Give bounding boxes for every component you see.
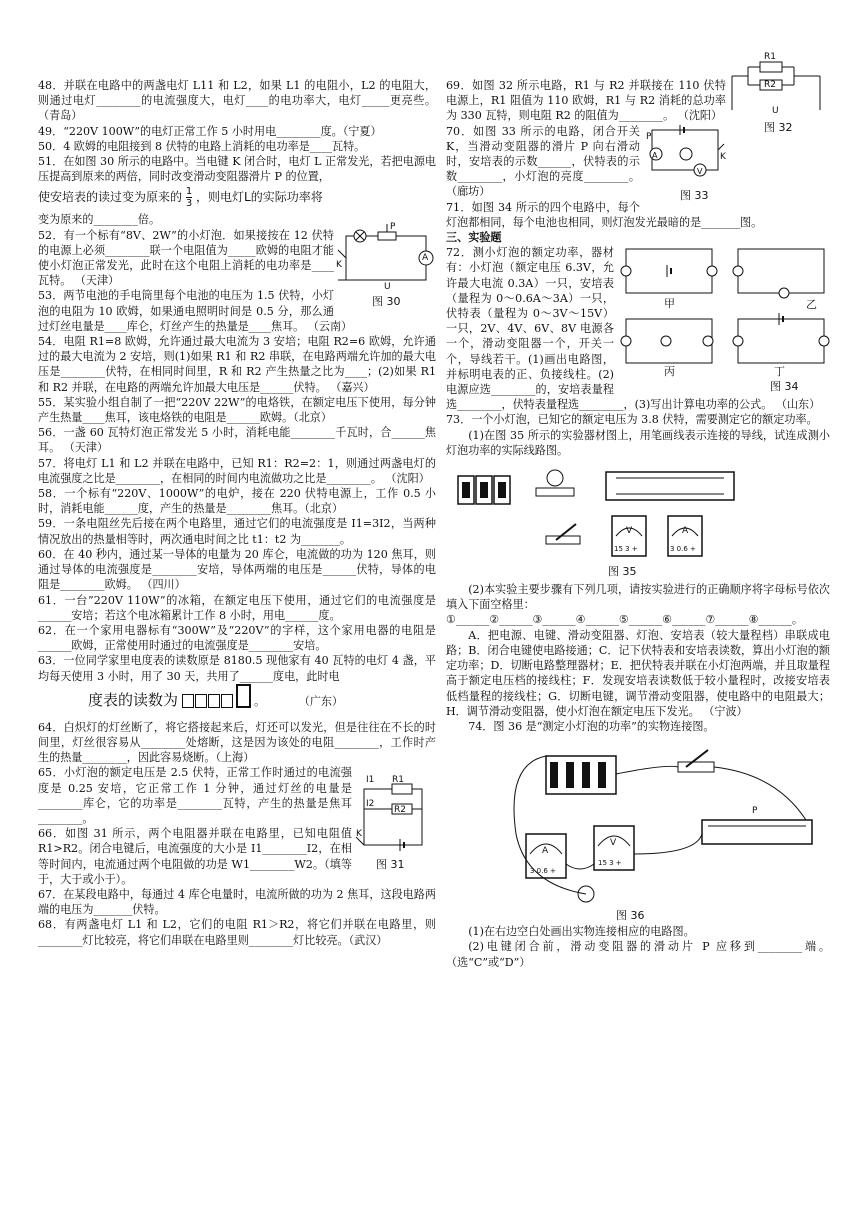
question-62: 62．在一个家用电器标有“300W”及“220V”的字样，这个家用电器的电阻是______欧姆，正常使用时通过的电流强度是________安培。 [38,623,436,653]
meter-v-terminals: 15 3 + [598,859,622,868]
question-61: 61．一台”220V 110W”的冰箱，在额定电压下使用，通过它们的电流强度是______安培；若这个电冰箱累计工作 8 小时，用电______度。 [38,593,436,622]
question-49: 49．“220V 100W”的电灯正常工作 5 小时用电________度。（宁夏） [38,124,382,138]
figure-35-caption: 图 35 [608,565,637,579]
meter-a-terminals: 3 0.6 + [530,867,556,876]
circuit-34-diagram [620,245,830,379]
meter-digit-box [221,694,233,708]
question-70: 70．如图 33 所示的电路，闭合开关 K，当滑动变阻器的滑片 P 向右滑动时，安培表的示数______，伏特表的示数________，小灯泡的亮度________。 （廊坊） [446,124,640,199]
question-73: 73．一个小灯泡，已知它的额定电压为 3.8 伏特，需要测定它的额定功率。 [446,413,818,427]
label-v: V [697,166,703,176]
question-60: 60．在 40 秒内，通过某一导体的电量为 20 库仑，电流做的功为 120 焦耳，则通过导体的电流强度是________安培，导体两端的电压是______伏特，导体的电阻是________欧姆。 （四川） [38,547,436,592]
figure-34-caption: 图 34 [770,380,799,394]
question-67: 67．在某段电路中，每通过 4 库仑电量时，电流所做的功为 2 焦耳，这段电路两端的电压为_______伏特。 [38,887,436,917]
fraction-denominator: 3 [185,198,193,210]
label-k: K [336,259,342,270]
question-73-blanks: ①______②______③______④______⑤______⑥______⑦______⑧______。 [446,613,803,627]
label-a: A [542,846,549,857]
label-u: U [772,106,779,116]
question-63-source: （广东） [298,694,344,708]
right-column [446,52,830,970]
question-50: 50．4 欧姆的电阻接到 8 伏特的电路上消耗的电功率是____瓦特。 [38,139,366,153]
question-73-part-2: (2)本实验主要步骤有下列几项，请按实验进行的正确顺序将字母标号依次填入下面空格里： [446,583,830,612]
label-bing: 丙 [664,365,675,379]
label-jia: 甲 [664,297,675,311]
question-64: 64．白炽灯的灯丝断了，将它搭接起来后，灯还可以发光，但是往往在不长的时间里，灯丝很容易从________处熔断，这是因为该处的电阻________，工作时产生的热量________，因此容易烧断。（上海） [38,720,436,765]
meter-digit-box-decimal [236,684,251,708]
label-k: K [356,829,362,840]
label-a: A [682,526,689,537]
meter-a-terminals: 3 0.6 + [670,545,696,554]
question-63-meter-line [38,684,436,720]
question-63: 63．一位同学家里电度表的读数原是 8180.5 现他家有 40 瓦特的电灯 4 盏，平均每天使用 3 小时，用了 30 天，共用了______度电，此时电 [38,654,436,683]
figure-33-caption: 图 33 [680,188,709,202]
question-66: 66．如图 31 所示，两个电阻器并联在电路里，已知电阻值 R1>R2。闭合电键后，电流强度的大小是 I1________I2，在相等时间内，电流通过两个电阻做的功是 W1________W2。（填等于，大于或小于）。 [38,827,352,886]
question-51-part-b: 使安培表的读过变为原来的 [38,190,183,205]
question-71: 71．如图 34 所示的四个电路中，每个灯泡都相同，每个电池也相同，则灯泡发光最暗的是_______图。 [446,200,763,229]
label-u: U [384,281,391,292]
question-51-part-c: ，则电灯L的实际功率将 [196,190,323,205]
question-65-66-block [38,765,436,887]
question-74: 74．图 36 是“测定小灯泡的功率”的实物连接图。 [468,719,715,733]
question-63-meter-label: 度表的读数为 [88,690,179,709]
question-51-fraction-line [38,184,436,210]
question-73-steps: A．把电源、电键、滑动变阻器、灯泡、安培表（较大量程档）串联成电路；B．闭合电键使电路接通；C．记下伏特表和安培表读数，算出小灯泡的额定功率；D．切断电路整理器材；E．把伏特表并联在小灯泡两端，并且取量程高于额定电压档的接线柱；F．发现安培表读数低于较小量程时，改接安培表低档量程的接线柱；G．切断电键，调节滑动变阻器，使电路中的电阻最大；H．调节滑动变阻器，使小灯泡在额定电压下发光。 （宁波） [446,628,830,718]
label-r1: R1 [764,52,776,62]
figure-36-caption: 图 36 [616,909,645,923]
question-74-part-1: (1)在右边空白处画出实物连接相应的电路图。 [468,925,695,939]
label-r1: R1 [392,775,404,786]
question-68: 68．有两盏电灯 L1 和 L2，它们的电阻 R1＞R2，将它们并联在电路里，则________灯比较亮，将它们串联在电路里则________灯比较亮。（武汉） [38,918,436,947]
fraction-numerator: 1 [185,186,193,198]
circuit-32-diagram [730,56,830,126]
meter-digit-box [182,694,194,708]
label-ding: 丁 [774,365,785,379]
question-55: 55．某实验小组自制了一把“220V 22W”的电烙铁，在额定电压下使用，每分钟产生热量____焦耳，该电烙铁的电阻是______欧姆。（北京） [38,395,436,425]
question-53: 53．两节电池的手电筒里每个电池的电压为 1.5 伏特，小灯泡的电阻为 10 欧姆，如果通电照明时间是 0.5 分，那么通过灯丝电量是____库仑，灯丝产生的热量是____焦耳。 （云南） [38,289,353,333]
label-i2: I2 [366,799,375,810]
question-57: 57．将电灯 L1 和 L2 并联在电路中，已知 R1：R2=2：1，则通过两盏电灯的电流强度之比是________，在相同的时间内电流做功之比是________。 （沈阳） [38,456,436,485]
figure-36 [446,734,830,924]
label-v: V [626,526,633,537]
meter-digit-box [195,694,207,708]
question-72: 72．测小灯泡的额定功率，器材有：小灯泡（额定电压 6.3V，允许最大电流 0.3A）一只，安培表（量程为 0～0.6A～3A）一只，伏特表（量程为 0～3V～15V）一只，2V、4V、6V、8V 电源各一个，滑动变阻器一个，开关一个，导线若干。(1)画出电路图，并标明电表的正、负接线柱。(2)电源应选________的，安培表量程选________，伏特表量程选________，(3)写出计算电功率的公式。 （山东） [446,246,821,412]
question-59: 59．一条电阻丝先后接在两个电路里，通过它们的电流强度是 I1=3I2，当两种情况放出的热量相等时，两次通电时间之比 t1：t2 为_______。 [38,517,436,546]
section-heading-experiments: 三、实验题 [446,231,502,245]
left-column [38,78,436,948]
label-r2: R2 [394,805,406,816]
label-p: P [646,131,652,142]
label-a: A [422,252,429,263]
question-74-part-2: (2)电键闭合前，滑动变阻器的滑动片 P 应移到________端。（选“C”或“D”） [446,940,830,969]
question-63-period: 。 [254,694,266,708]
circuit-31-diagram [356,783,436,857]
question-69: 69．如图 32 所示电路，R1 与 R2 并联接在 110 伏特电源上，R1 阻值为 110 欧姆，R1 与 R2 消耗的总功率为 330 瓦特，则电阻 R2 的阻值为________。 （沈阳） [446,79,726,123]
label-p: P [752,806,758,817]
question-73-part-1: (1)在图 35 所示的实验器材图上，用笔画线表示连接的导线，试连成测小灯泡功率的实际线路图。 [446,428,830,457]
figure-35 [446,458,830,582]
label-r2: R2 [764,80,776,90]
equipment-35-diagram [446,458,830,568]
figure-30 [336,221,436,308]
figure-33 [644,124,726,204]
label-k: K [720,151,726,162]
question-70-block [446,124,830,200]
question-56: 56．一盏 60 瓦特灯泡正常发光 5 小时，消耗电能________千瓦时，合______焦耳。 （天津） [38,426,436,455]
label-v: V [610,838,617,849]
label-a: A [652,150,658,160]
label-i1: I1 [366,775,375,786]
question-52: 52．有一个标有“8V、2W”的小灯泡．如果接按在 12 伏特的电源上必须________联一个电阻值为_____欧姆的电阻才能使小灯泡正常发光，此时在这个电阻上消耗的电功率是____瓦特。 （天津） [38,228,334,288]
label-yi: 乙 [806,298,817,312]
question-65: 65．小灯泡的额定电压是 2.5 伏特，正常工作时通过的电流强度是 0.25 安培，它正常工作 1 分钟，通过灯丝的电量是________库仑，它的功率是________瓦特，产生的热量是焦耳________。 [38,766,352,825]
question-51 [38,154,436,184]
question-54: 54．电阻 R1=8 欧姆，允许通过最大电流为 3 安培；电阻 R2=6 欧姆，允许通过的最大电流为 2 安培，则(1)如果 R1 和 R2 串联，在电路两端允许加的最大电压是________伏特，在相同时间里，R 和 R2 产生热量之比为____；(2)如果 R1 和 R2 并联，在电路的两端允许加最大电压是______伏特。 （嘉兴） [38,335,436,394]
question-52-block [38,221,436,308]
label-p: P [390,221,396,232]
question-69-block [446,52,830,134]
question-51-part-a: 51．在如图 30 所示的电路中。当电键 K 闭合时，电灯 L 正常发光，若把电源电压提高到原来的两倍，同时改变滑动变阻器滑片 P 的位置， [38,155,436,184]
meter-digit-boxes [182,684,251,720]
figure-31-caption: 图 31 [376,858,405,872]
fraction [186,186,192,209]
figure-31 [356,775,436,873]
figure-30-caption: 图 30 [372,294,401,308]
question-51-part-d: 变为原来的________倍。 [38,213,161,227]
question-48: 48．并联在电路中的两盏电灯 L11 和 L2，如果 L1 的电阻小，L2 的电阻大，则通过电灯________的电流强度大，电灯____的电功率大，电灯_____更亮些。 （青岛） [38,79,436,123]
meter-v-terminals: 15 3 + [614,545,638,554]
figure-34 [620,245,830,395]
question-58: 58．一个标有“220V、1000W”的电炉，接在 220 伏特电源上，工作 0.5 小时，消耗电能______度，产生的热量是________焦耳。（北京） [38,487,436,516]
question-72-block [446,245,830,412]
figure-32-caption: 图 32 [764,121,793,134]
meter-digit-box [208,694,220,708]
equipment-36-diagram [446,734,830,904]
